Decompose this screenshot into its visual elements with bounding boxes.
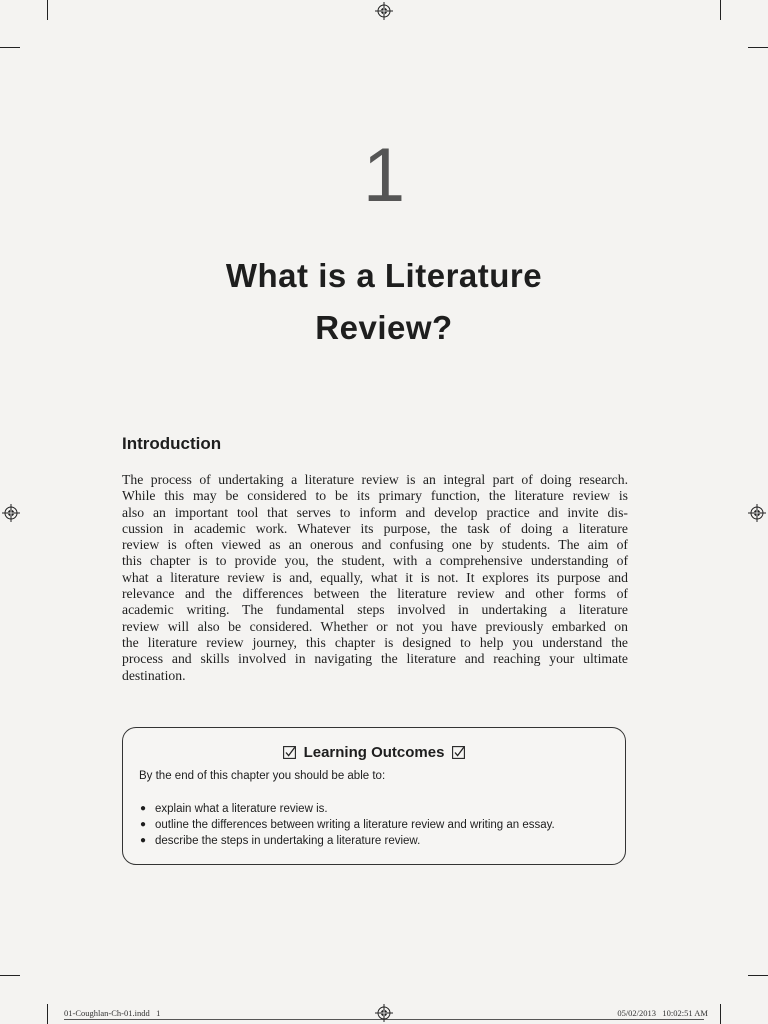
list-item xyxy=(139,817,555,833)
paragraph-line: review will also be considered. Whether or not you have previously embarked on xyxy=(122,618,628,634)
learning-outcomes-box xyxy=(122,727,626,865)
crop-mark xyxy=(47,1004,48,1024)
paragraph-line: cussion in academic work. Whatever its purpose, the task of doing a literature xyxy=(122,520,628,536)
crop-mark xyxy=(748,975,768,976)
list-item xyxy=(139,801,555,817)
registration-mark-icon xyxy=(2,504,20,522)
learning-outcomes-title xyxy=(123,744,625,761)
crop-mark xyxy=(720,1004,721,1024)
paragraph-line: relevance and the differences between the literature review and other forms of xyxy=(122,586,628,602)
list-item-text: describe the steps in undertaking a literature review. xyxy=(155,835,421,847)
checked-box-icon xyxy=(283,746,296,759)
crop-mark xyxy=(0,47,20,48)
learning-outcomes-list xyxy=(139,801,555,849)
paragraph-line: academic writing. The fundamental steps involved in undertaking a literature xyxy=(122,602,628,618)
bullet-icon: ● xyxy=(140,819,147,830)
paragraph-line: While this may be considered to be its primary function, the literature review is xyxy=(122,488,628,504)
paragraph-line: review is often viewed as an onerous and confusing one by students. The aim of xyxy=(122,537,628,553)
paragraph-line: also an important tool that serves to inform and develop practice and invite dis- xyxy=(122,504,628,520)
footer-file-label: 01-Coughlan-Ch-01.indd 1 xyxy=(64,1008,161,1018)
crop-mark xyxy=(748,47,768,48)
crop-mark xyxy=(720,0,721,20)
registration-mark-icon xyxy=(748,504,766,522)
learning-outcomes-intro: By the end of this chapter you should be able to: xyxy=(139,770,386,782)
chapter-title xyxy=(0,250,768,354)
checked-box-icon xyxy=(452,746,465,759)
paragraph-line: this chapter is to provide you, the student, with a comprehensive understanding of xyxy=(122,553,628,569)
bullet-icon: ● xyxy=(140,803,147,814)
list-item-text: outline the differences between writing a literature review and writing an essay. xyxy=(155,819,555,831)
crop-mark xyxy=(0,975,20,976)
paragraph-line: the literature review journey, this chapter is designed to help you understand the xyxy=(122,634,628,650)
registration-mark-icon xyxy=(375,1004,393,1022)
chapter-number: 1 xyxy=(362,133,406,218)
crop-mark xyxy=(47,0,48,20)
paragraph-line: destination. xyxy=(122,667,186,683)
registration-mark-icon xyxy=(375,2,393,20)
learning-outcomes-title-text: Learning Outcomes xyxy=(303,744,445,761)
chapter-title-line: What is a Literature xyxy=(225,257,543,294)
footer-timestamp: 05/02/2013 10:02:51 AM xyxy=(617,1008,708,1018)
chapter-title-line: Review? xyxy=(315,309,453,346)
paragraph-line: process and skills involved in navigating the literature and reaching your ultimate xyxy=(122,651,628,667)
paragraph-line: what a literature review is and, equally, what it is not. It explores its purpose and xyxy=(122,569,628,585)
introduction-paragraph xyxy=(122,472,628,684)
paragraph-line: The process of undertaking a literature review is an integral part of doing research. xyxy=(122,472,628,487)
bullet-icon: ● xyxy=(140,835,147,846)
list-item xyxy=(139,833,555,849)
list-item-text: explain what a literature review is. xyxy=(155,803,328,815)
section-heading: Introduction xyxy=(122,434,222,453)
